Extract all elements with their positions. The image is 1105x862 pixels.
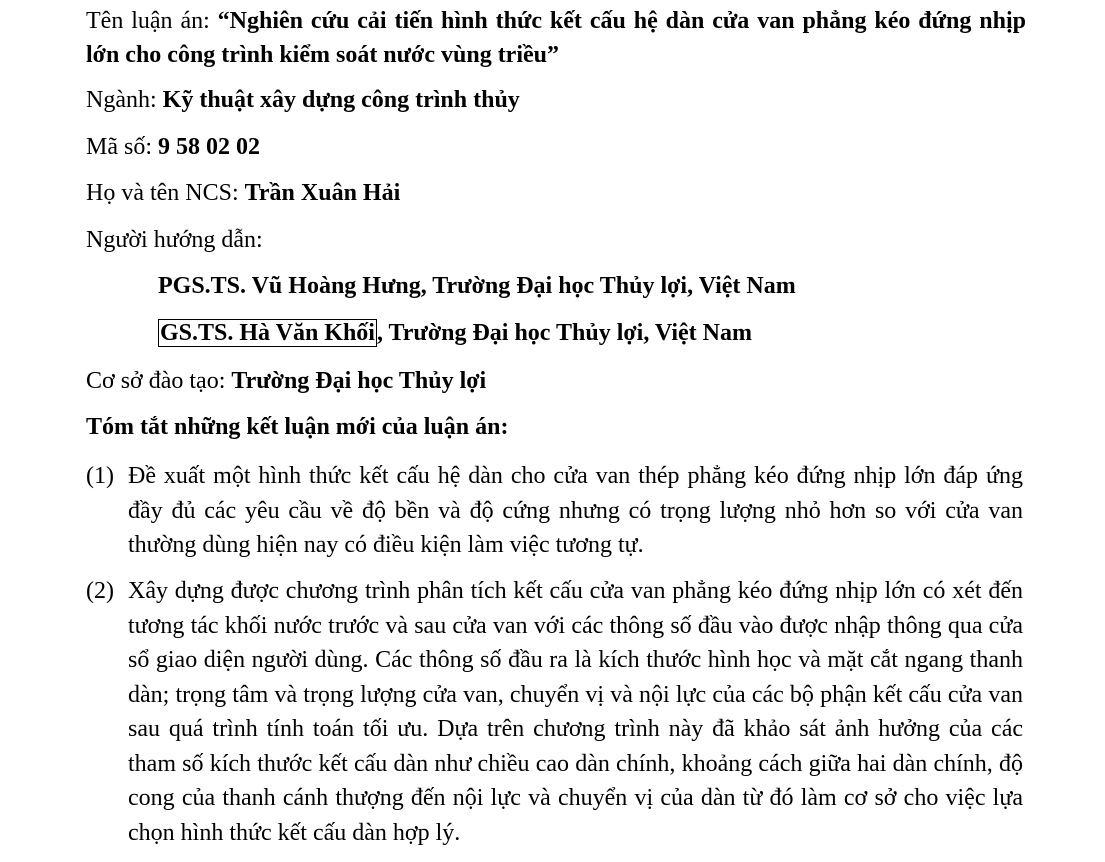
thesis-title-label: Tên luận án: — [86, 8, 218, 34]
supervisor-2-affiliation: , Trường Đại học Thủy lợi, Việt Nam — [376, 320, 752, 346]
major-label: Ngành: — [86, 87, 163, 113]
summary-item-2-text: Xây dựng được chương trình phân tích kết cấu cửa van phẳng kéo đứng nhịp lớn có xét đến tương tác khối nước trước và sau cửa van với các thông số đầu vào được nhập thông qua cửa sổ giao diện người dùng. Các thông số đầu ra là kích thước hình học và mặt cắt ngang thanh dàn; trọng tâm và trọng lượng cửa van, chuyển vị và nội lực của các bộ phận kết cấu cửa van sau quá trình tính toán tối ưu. Dựa trên chương trình này đã khảo sát ảnh hưởng của các tham số kích thước kết cấu dàn như chiều cao dàn chính, khoảng cách giữa hai dàn chính, độ cong của thanh cánh thượng đến nội lực và chuyển vị của dàn từ đó làm cơ sở cho việc lựa chọn hình thức kết cấu dàn hợp lý. — [128, 578, 1023, 846]
candidate-line — [86, 178, 400, 208]
summary-item-1-number: (1) — [86, 463, 114, 489]
major-value: Kỹ thuật xây dựng công trình thủy — [162, 87, 520, 113]
summary-item-2-number: (2) — [86, 578, 114, 604]
candidate-value: Trần Xuân Hải — [244, 180, 401, 206]
supervisor-1-name: PGS.TS. Vũ Hoàng Hưng — [158, 273, 421, 299]
institution-label: Cơ sở đào tạo: — [86, 368, 232, 394]
summary-heading: Tóm tắt những kết luận mới của luận án: — [86, 414, 509, 440]
supervisor-2 — [158, 318, 752, 348]
thesis-title-value: “Nghiên cứu cải tiến hình thức kết cấu hệ dàn cửa van phẳng kéo đứng nhịp lớn cho công trình kiểm soát nước vùng triều” — [86, 8, 1027, 68]
supervisor-1-affiliation: , Trường Đại học Thủy lợi, Việt Nam — [420, 273, 796, 299]
thesis-title — [86, 4, 1026, 72]
supervisor-2-name: GS.TS. Hà Văn Khối — [160, 320, 375, 346]
candidate-label: Họ và tên NCS: — [86, 180, 245, 206]
code-line — [86, 132, 260, 162]
summary-item-1-text: Đề xuất một hình thức kết cấu hệ dàn cho cửa van thép phẳng kéo đứng nhịp lớn đáp ứng đầy đủ các yêu cầu về độ bền và độ cứng nhưng có trọng lượng nhỏ hơn so với cửa van thường dùng hiện nay có điều kiện làm việc tương tự. — [128, 463, 1023, 558]
supervisor-1 — [158, 271, 796, 301]
code-label: Mã số: — [86, 134, 158, 160]
institution-line — [86, 366, 486, 396]
supervisors-label: Người hướng dẫn: — [86, 227, 263, 253]
institution-value: Trường Đại học Thủy lợi — [231, 368, 487, 394]
major-line — [86, 85, 520, 115]
code-value: 9 58 02 02 — [158, 134, 260, 160]
